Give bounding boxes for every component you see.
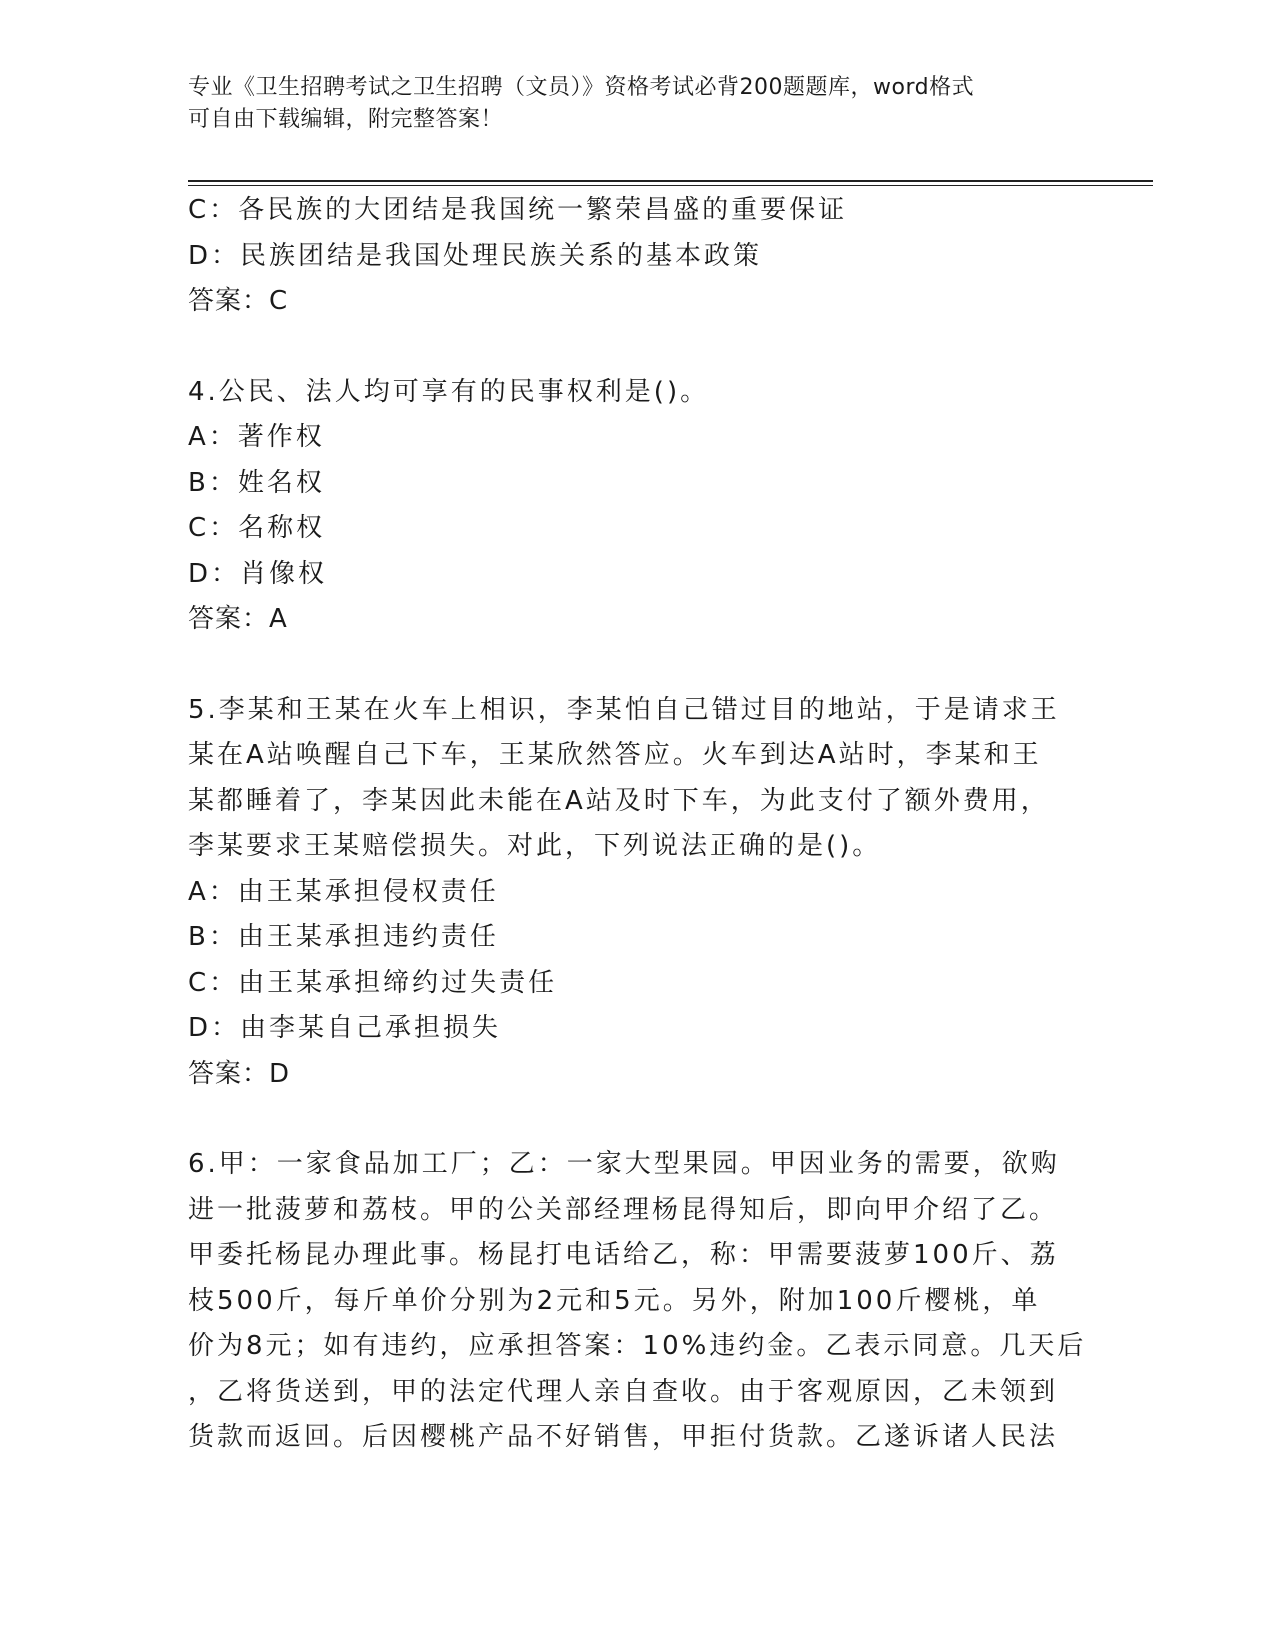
answer: 答案：C — [188, 286, 289, 316]
document-body — [188, 188, 1087, 1461]
question-5 — [188, 688, 1068, 1098]
option-b: B：姓名权 — [188, 467, 325, 498]
question-stem-line: 价为8元；如有违约，应承担答案：10%违约金。乙表示同意。几天后 — [188, 1331, 1087, 1361]
option-b: B：由王某承担违约责任 — [188, 922, 499, 952]
header-title-line1: 专业《卫生招聘考试之卫生招聘（文员）》资格考试必背200题题库，word格式 — [188, 75, 975, 100]
question-stem: 4.公民、法人均可享有的民事权利是()。 — [188, 376, 710, 407]
document-header — [188, 72, 1068, 136]
question-stem-line: 5.李某和王某在火车上相识，李某怕自己错过目的地站，于是请求王 — [188, 694, 1060, 725]
question-stem-line: 货款而返回。后因樱桃产品不好销售，甲拒付货款。乙遂诉诸人民法 — [188, 1422, 1059, 1452]
option-c: C：名称权 — [188, 513, 326, 543]
question-stem-line: 李某要求王某赔偿损失。对此，下列说法正确的是()。 — [188, 831, 882, 861]
option-d: D：由李某自己承担损失 — [188, 1013, 502, 1043]
question-stem-line: 枝500斤，每斤单价分别为2元和5元。另外，附加100斤樱桃，单 — [188, 1285, 1041, 1316]
option-d: D：肖像权 — [188, 558, 328, 589]
answer: 答案：D — [188, 1058, 291, 1089]
header-divider-thin — [188, 185, 1153, 186]
option-a: A：由王某承担侵权责任 — [188, 876, 499, 907]
question-stem-line: 甲委托杨昆办理此事。杨昆打电话给乙，称：甲需要菠萝100斤、荔 — [188, 1240, 1059, 1270]
option-d: D：民族团结是我国处理民族关系的基本政策 — [188, 240, 763, 271]
answer: 答案：A — [188, 604, 288, 634]
header-divider-thick — [188, 180, 1153, 182]
question-stem-line: 6.甲：一家食品加工厂；乙：一家大型果园。甲因业务的需要，欲购 — [188, 1149, 1060, 1179]
question-4 — [188, 370, 1068, 643]
option-c: C：由王某承担缔约过失责任 — [188, 967, 558, 998]
question-stem-line: 某都睡着了，李某因此未能在A站及时下车，为此支付了额外费用， — [188, 785, 1050, 816]
option-a: A：著作权 — [188, 422, 325, 452]
question-3 — [188, 188, 1068, 325]
option-c: C：各民族的大团结是我国统一繁荣昌盛的重要保证 — [188, 195, 848, 225]
question-stem-line: ，乙将货送到，甲的法定代理人亲自查收。由于客观原因，乙未领到 — [188, 1376, 1059, 1407]
question-stem-line: 进一批菠萝和荔枝。甲的公关部经理杨昆得知后，即向甲介绍了乙。 — [188, 1194, 1059, 1225]
question-6 — [188, 1142, 1087, 1461]
header-title-line2: 可自由下载编辑，附完整答案！ — [188, 107, 504, 132]
question-stem-line: 某在A站唤醒自己下车，王某欣然答应。火车到达A站时，李某和王 — [188, 740, 1042, 770]
